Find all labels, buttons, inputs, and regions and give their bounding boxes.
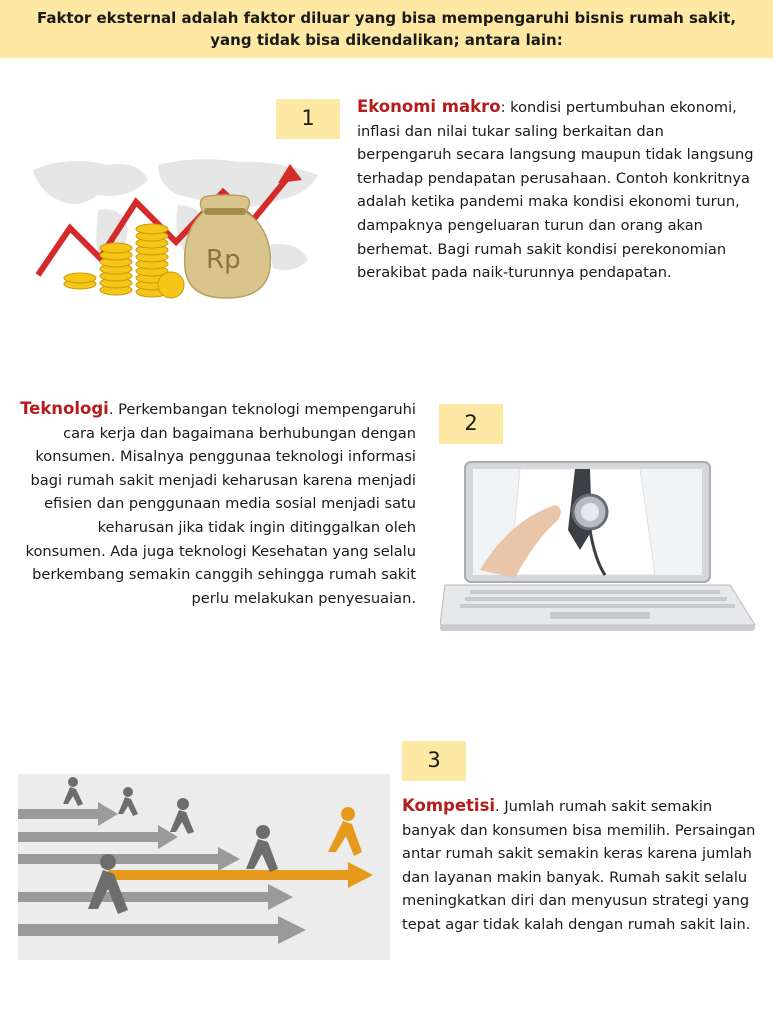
section-2-text (20, 397, 416, 610)
section-2-keyword: Teknologi (20, 399, 109, 418)
header-line-2: yang tidak bisa dikendalikan; antara lain: (210, 31, 563, 49)
section-3-text (402, 794, 762, 937)
economy-illustration (28, 150, 328, 310)
section-number-2: 2 (439, 404, 503, 444)
world-map-shape (33, 159, 318, 280)
section-3-keyword: Kompetisi (402, 796, 496, 815)
section-1-keyword: Ekonomi makro (357, 97, 501, 116)
competition-illustration (18, 774, 390, 960)
section-number-3: 3 (402, 741, 466, 781)
svg-text:Rp: Rp (206, 245, 241, 275)
section-2-body: . Perkembangan teknologi mempengaruhi cara kerja dan bagaimana berhubungan dengan konsumen. Misalnya penggunaa teknologi informasi bagi rumah sakit menjadi keharusan karena menjadi efisien dan penggunaan media sosial menjadi satu keharusan jika tidak ingin ditinggalkan oleh konsumen. Ada juga teknologi Kesehatan yang selalu berkembang semakin canggih sehingga rumah sakit perlu melakukan penyesuaian. (25, 401, 416, 607)
header-line-1: Faktor eksternal adalah faktor diluar yang bisa mempengaruhi bisnis rumah sakit, (36, 9, 737, 27)
section-number-1: 1 (276, 99, 340, 139)
section-1-text (357, 95, 757, 285)
section-1-body: : kondisi pertumbuhan ekonomi, inflasi dan nilai tukar saling berkaitan dan berpengaruh secara langsung maupun tidak langsung terhadap pendapatan perusahaan. Contoh konkritnya adalah ketika pandemi maka kondisi ekonomi turun, dampaknya pengeluaran turun dan orang akan berhemat. Bagi rumah sakit kondisi perekonomian berakibat pada naik-turunnya pendapatan. (357, 99, 754, 282)
section-3-body: . Jumlah rumah sakit semakin banyak dan konsumen bisa memilih. Persaingan antar rumah sakit semakin keras karena jumlah dan layanan makin banyak. Rumah sakit selalu meningkatkan diri dan menyusun strategi yang tepat agar tidak kalah dengan rumah sakit lain. (402, 798, 756, 933)
laptop-doctor-illustration (440, 460, 758, 635)
page-header (0, 0, 773, 58)
